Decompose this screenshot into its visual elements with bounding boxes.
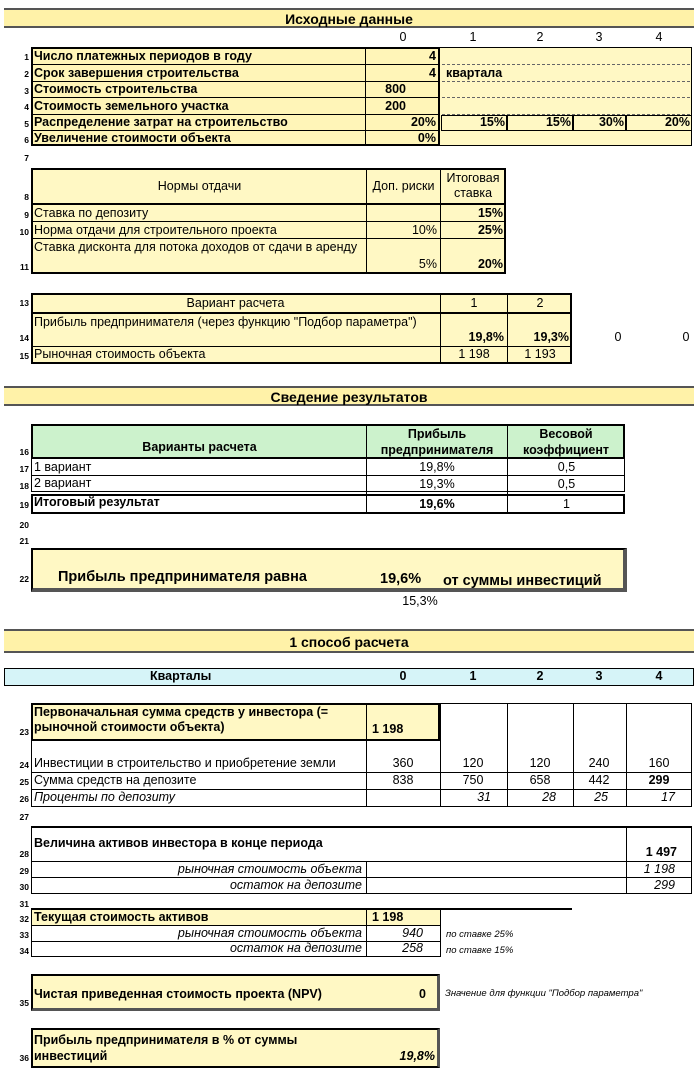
investments-value: 120 [529,756,551,770]
norms-label: Ставка дисконта для потока доходов от сдачи в аренду [34,240,358,254]
variant-1-market[interactable]: 1 198 [458,347,490,361]
variant-2-profit[interactable]: 19,3% [533,330,569,344]
row-number: 21 [19,536,29,546]
norms-risk[interactable]: 5% [418,257,437,271]
row-number: 31 [19,899,29,909]
row-number: 25 [19,777,29,787]
row-number: 30 [19,882,29,892]
summary-variant-weight[interactable]: 0,5 [557,477,576,491]
row-number: 29 [19,866,29,876]
initial-sum-value[interactable]: 1 198 [372,722,404,736]
input-label: Стоимость земельного участка [34,99,229,113]
row-number: 8 [24,192,29,202]
variants-market-label: Рыночная стоимость объекта [34,347,206,361]
summary-total-weight: 1 [563,497,570,511]
cur-market-label: рыночная стоимость объекта [177,926,362,940]
row-number: 16 [19,447,29,457]
investments-value: 240 [588,756,610,770]
variants-profit-label: Прибыль предпринимателя (через функцию "Подбор параметра") [34,315,417,329]
norms-rate[interactable]: 15% [477,206,503,220]
market-value: 1 198 [643,862,675,876]
cur-remainder-label: остаток на депозите [229,941,362,955]
profit-pct-label: Прибыль предпринимателя в % от суммы инвестиций [34,1033,298,1063]
current-value: 1 198 [372,910,404,924]
summary-total-profit: 19,6% [419,497,455,511]
summary-variant-weight[interactable]: 0,5 [557,460,576,474]
npv-label: Чистая приведенная стоимость проекта (NPV) [34,987,322,1001]
input-value[interactable]: 0% [417,131,436,145]
remainder-label: остаток на депозите [229,878,362,892]
norms-risk[interactable]: 10% [411,223,437,237]
col-header-4: 4 [655,30,663,44]
interest-value: 17 [661,790,675,804]
input-extra: квартала [446,66,503,80]
distribution-value[interactable]: 20% [664,115,690,129]
row-number: 28 [19,849,29,859]
col-header-0: 0 [399,30,407,44]
deposit-value: 442 [588,773,610,787]
investments-value: 120 [462,756,484,770]
quarter-4: 4 [655,669,663,683]
result-text: Прибыль предпринимателя равна [58,569,307,585]
row-number: 24 [19,760,29,770]
summary-header-profit: Прибыль предпринимателя [380,427,494,457]
row-number: 22 [19,574,29,584]
row-number: 2 [24,69,29,79]
input-label: Увеличение стоимости объекта [34,131,231,145]
norms-rate[interactable]: 25% [477,223,503,237]
interest-label: Проценты по депозиту [34,790,176,804]
summary-variant-profit: 19,3% [419,477,455,491]
current-label: Текущая стоимость активов [34,910,209,924]
distribution-value[interactable]: 30% [598,115,624,129]
col-header-1: 1 [469,30,477,44]
variant-2-header: 2 [536,296,544,310]
row-number: 36 [19,1053,29,1063]
row-number: 10 [19,227,29,237]
row-number: 3 [24,86,29,96]
section-title-summary: Сведение результатов [4,386,694,406]
row-number: 17 [19,464,29,474]
row-number: 6 [24,135,29,145]
deposit-value: 658 [529,773,551,787]
col-header-2: 2 [536,30,544,44]
investments-value: 160 [648,756,670,770]
quarter-1: 1 [469,669,477,683]
row-number: 34 [19,946,29,956]
result-value: 19,6% [380,571,422,587]
row-number: 14 [19,333,29,343]
npv-value: 0 [419,987,426,1001]
assets-label: Величина активов инвестора в конце периода [34,836,323,850]
quarter-0: 0 [399,669,407,683]
summary-variant-profit: 19,8% [419,460,455,474]
variant-2-market[interactable]: 1 193 [524,347,556,361]
assets-value: 1 497 [645,845,677,859]
summary-header-variants: Варианты расчета [142,440,257,454]
row-number: 27 [19,812,29,822]
input-label: Распределение затрат на строительство [34,115,288,129]
row-number: 20 [19,520,29,530]
row-number: 7 [24,153,29,163]
result-below: 15,3% [402,594,438,608]
row-number: 9 [24,210,29,220]
cur-remainder-value: 258 [402,941,423,955]
deposit-label: Сумма средств на депозите [34,773,197,787]
input-value[interactable]: 200 [385,99,406,113]
input-label: Срок завершения строительства [34,66,239,80]
profit-pct-value: 19,8% [399,1049,435,1063]
cur-remainder-note: по ставке 15% [446,945,514,956]
interest-value: 28 [542,790,556,804]
section-title-method1: 1 способ расчета [4,629,694,653]
input-value[interactable]: 20% [410,115,436,129]
cur-market-note: по ставке 25% [446,929,514,940]
norms-label: Ставка по депозиту [34,206,149,220]
norms-header-risk: Доп. риски [372,179,435,193]
row-number: 23 [19,727,29,737]
initial-sum-label: Первоначальная сумма средств у инвестора (= рыночной стоимости объекта) [34,705,329,734]
distribution-value[interactable]: 15% [545,115,571,129]
norms-label: Норма отдачи для строительного проекта [34,223,277,237]
row-number: 15 [19,351,29,361]
cur-market-value: 940 [402,926,423,940]
row-number: 13 [19,298,29,308]
zero-value: 0 [682,330,690,344]
input-value[interactable]: 4 [429,49,436,63]
summary-variant-label: 2 вариант [34,476,92,490]
summary-variant-label: 1 вариант [34,460,92,474]
deposit-value: 750 [462,773,484,787]
interest-value: 25 [594,790,608,804]
section-title-input: Исходные данные [4,8,694,28]
variant-1-header: 1 [470,296,478,310]
col-header-3: 3 [595,30,603,44]
investments-value: 360 [392,756,414,770]
summary-header-weight: Весовой коэффициент [522,427,610,457]
row-number: 1 [24,52,29,62]
norms-header-rate: Итоговая ставка [446,171,500,200]
result-suffix: от суммы инвестиций [443,573,602,589]
deposit-value: 299 [648,773,670,787]
market-label: рыночная стоимость объекта [177,862,362,876]
input-label: Стоимость строительства [34,82,198,96]
distribution-value[interactable]: 15% [479,115,505,129]
zero-value: 0 [614,330,622,344]
row-number: 19 [19,500,29,510]
deposit-value: 838 [392,773,414,787]
row-number: 26 [19,794,29,804]
row-number: 11 [20,262,29,272]
investments-label: Инвестиции в строительство и приобретение земли [34,756,336,770]
row-number: 4 [24,102,29,112]
norms-header-title: Нормы отдачи [157,179,242,193]
quarters-label: Кварталы [150,669,212,683]
quarter-2: 2 [536,669,544,683]
input-value[interactable]: 800 [385,82,406,96]
remainder-value: 299 [654,878,675,892]
input-value[interactable]: 4 [429,66,436,80]
norms-rate[interactable]: 20% [477,257,503,271]
summary-total-label: Итоговый результат [34,495,160,509]
interest-value: 31 [477,790,491,804]
variant-1-profit[interactable]: 19,8% [468,330,504,344]
row-number: 5 [24,119,29,129]
row-number: 18 [19,481,29,491]
row-number: 32 [19,914,29,924]
npv-note: Значение для функции "Подбор параметра" [445,988,643,999]
quarter-3: 3 [595,669,603,683]
variants-header: Вариант расчета [186,296,285,310]
row-number: 33 [19,930,29,940]
row-number: 35 [19,998,29,1008]
input-label: Число платежных периодов в году [34,49,252,63]
